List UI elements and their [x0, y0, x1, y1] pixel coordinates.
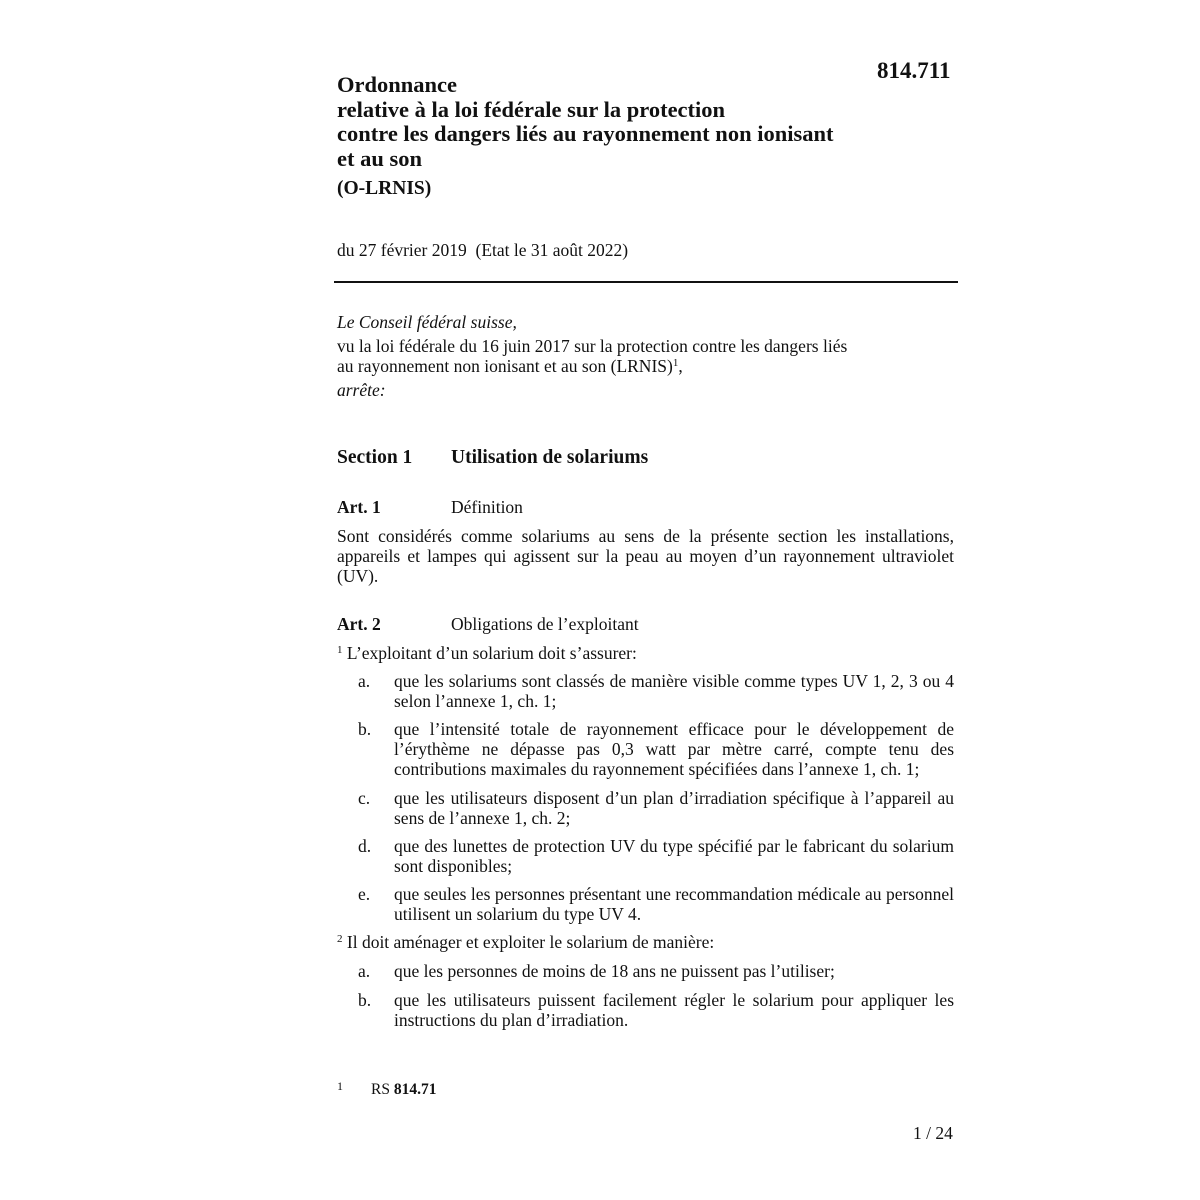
page-number: 1 / 24	[913, 1123, 953, 1143]
paragraph-number: 1	[337, 644, 343, 656]
list-item-letter: b.	[358, 719, 372, 739]
list-item-letter: a.	[358, 961, 371, 981]
list-item-text: que les personnes de moins de 18 ans ne puissent pas l’utiliser;	[394, 961, 835, 981]
footnote-link[interactable]: 814.71	[393, 1081, 437, 1098]
list-item-letter: d.	[358, 836, 372, 856]
list-item-letter: e.	[358, 884, 371, 904]
list-item-letter: a.	[358, 671, 371, 691]
footnote-number: 1	[337, 1079, 343, 1093]
article-1-heading	[337, 497, 523, 518]
title-line: contre les dangers liés au rayonnement non ionisant	[337, 121, 834, 146]
article-2-label: Art. 2	[337, 614, 381, 634]
preamble	[337, 312, 897, 400]
section-heading	[337, 447, 648, 469]
paragraph-text: Il doit aménager et exploiter le solarium de manière:	[346, 932, 715, 952]
list-item-text: que des lunettes de protection UV du type spécifié par le fabricant du solarium sont disponibles;	[394, 836, 954, 876]
list-item-text: que les utilisateurs disposent d’un plan d’irradiation spécifique à l’appareil au sens de l’annexe 1, ch. 2;	[394, 788, 954, 828]
paragraph-text: L’exploitant d’un solarium doit s’assurer:	[346, 643, 637, 663]
article-2-paragraph-2	[337, 932, 714, 953]
article-1-label: Art. 1	[337, 497, 381, 517]
list-item-text: que les utilisateurs puissent facilement régler le solarium pour appliquer les instructions du plan d’irradiation.	[394, 990, 954, 1030]
state-date: (Etat le 31 août 2022)	[475, 240, 629, 260]
footnote	[337, 1079, 436, 1099]
section-title: Utilisation de solariums	[451, 447, 649, 468]
preamble-basis	[337, 336, 897, 376]
adoption-date: du 27 février 2019	[337, 240, 467, 260]
section-label: Section 1	[337, 447, 413, 468]
paragraph-number: 2	[337, 933, 343, 945]
preamble-basis-end: ,	[678, 356, 683, 376]
list-item-text: que les solariums sont classés de manière visible comme types UV 1, 2, 3 ou 4 selon l’annexe 1, ch. 1;	[394, 671, 954, 711]
title-line: Ordonnance	[337, 72, 458, 97]
article-2-paragraph-1	[337, 643, 637, 664]
article-2-heading	[337, 614, 639, 635]
date-line	[337, 240, 628, 261]
footnote-reference[interactable]: 1	[672, 357, 679, 369]
header-divider	[334, 281, 958, 283]
article-1-text: Sont considérés comme solariums au sens de la présente section les installations, appareils et lampes qui agissent sur la peau au moyen d’un rayonnement ultraviolet (UV).	[337, 526, 954, 586]
ordinance-title	[337, 73, 897, 171]
list-item-text: que seules les personnes présentant une recommandation médicale au personnel utilisent un solarium du type UV 4.	[394, 884, 954, 924]
preamble-decree: arrête:	[337, 380, 386, 400]
article-2-title: Obligations de l’exploitant	[451, 614, 639, 634]
title-line: et au son	[337, 145, 423, 171]
preamble-authority: Le Conseil fédéral suisse,	[337, 312, 517, 332]
ordinance-abbreviation: (O-LRNIS)	[337, 178, 432, 199]
list-item-letter: c.	[358, 788, 371, 808]
sr-number: 814.711	[877, 58, 951, 83]
title-line: relative à la loi fédérale sur la protection	[337, 96, 726, 122]
footnote-prefix: RS	[371, 1081, 390, 1098]
article-1-title: Définition	[451, 497, 523, 517]
preamble-basis-line2: au rayonnement non ionisant et au son (LRNIS)	[337, 356, 673, 376]
list-item-text: que l’intensité totale de rayonnement efficace pour le développement de l’érythème ne dépasse pas 0,3 watt par mètre carré, compte tenu des contributions maximales du rayonnement spécifiées dans l’annexe 1, ch. 1;	[394, 719, 954, 779]
list-item-letter: b.	[358, 990, 372, 1010]
preamble-basis-line1: vu la loi fédérale du 16 juin 2017 sur la protection contre les dangers liés	[337, 336, 848, 356]
